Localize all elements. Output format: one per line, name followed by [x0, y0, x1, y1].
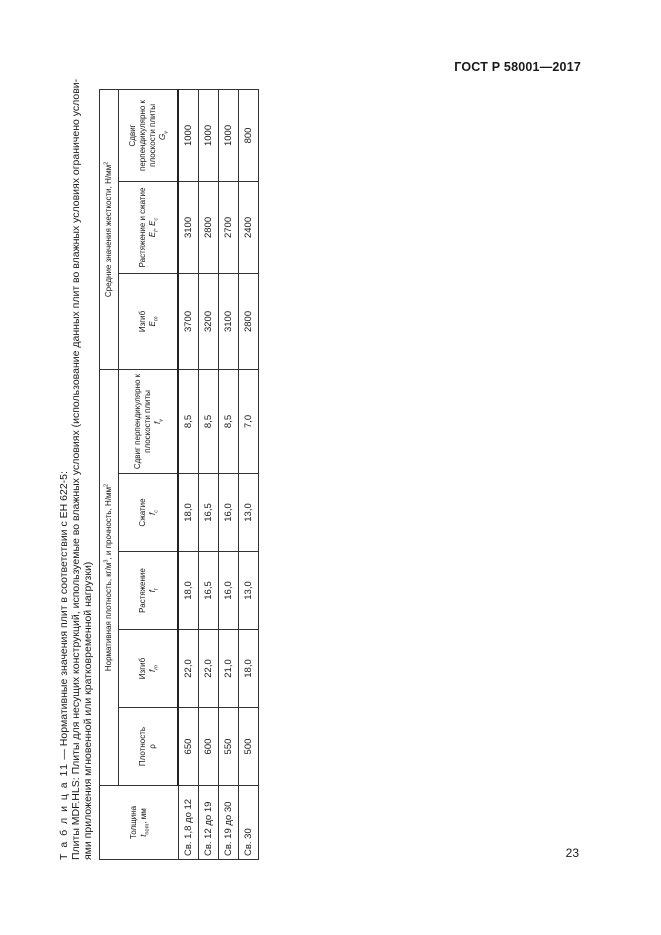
- header-tension: Растяжение $f_t$: [119, 552, 179, 630]
- table-body: [178, 89, 259, 859]
- header-mod-shear: Сдвиг перпендикулярно к плоскости плиты $G_v$: [119, 89, 179, 181]
- header-mod-bending: Изгиб $E_m$: [119, 273, 179, 369]
- table-cell: 8,5: [199, 369, 219, 473]
- table-cell: 2800: [199, 181, 219, 273]
- table-cell: 650: [178, 708, 199, 786]
- table-cell: 600: [199, 708, 219, 786]
- row-thickness-cell: Св. 12 до 19: [199, 786, 219, 860]
- table-row: [219, 89, 239, 859]
- document-id: ГОСТ Р 58001—2017: [454, 60, 581, 74]
- header-bending: Изгиб $f_m$: [119, 630, 179, 708]
- header-group-strength: Нормативная плотность, $кг/м^3$, и прочность, $Н/мм^2$: [100, 369, 119, 785]
- table-cell: 1000: [219, 89, 239, 181]
- table-cell: 3100: [178, 181, 199, 273]
- page-number: 23: [565, 846, 579, 860]
- table-cell: 500: [239, 708, 259, 786]
- table-cell: 16,0: [219, 552, 239, 630]
- table-cell: 3100: [219, 273, 239, 369]
- header-mod-tension: Растяжение и сжатие $E_t$, $E_c$: [119, 181, 179, 273]
- header-compression: Сжатие $f_c$: [119, 474, 179, 552]
- table-cell: 21,0: [219, 630, 239, 708]
- row-thickness-cell: Св. 30: [239, 786, 259, 860]
- table-cell: 13,0: [239, 474, 259, 552]
- header-group-stiffness: Средние значения жесткости, $Н/мм^2$: [100, 89, 119, 369]
- table-row: [178, 89, 199, 859]
- header-thickness: Толщина $t_{nom}$, мм: [100, 786, 179, 860]
- table-cell: 22,0: [199, 630, 219, 708]
- table-cell: 7,0: [239, 369, 259, 473]
- caption-line-2: Плиты MDF.HLS: Плиты для несущих конструкций, используемые во влажных условиях (использование данных плит во влажных условиях ограничено услови-: [70, 78, 82, 860]
- table-cell: 16,5: [199, 552, 219, 630]
- table-cell: 8,5: [178, 369, 199, 473]
- table-cell: 13,0: [239, 552, 259, 630]
- table-row: [199, 89, 219, 859]
- table-cell: 3200: [199, 273, 219, 369]
- table-cell: 550: [219, 708, 239, 786]
- table-cell: 800: [239, 89, 259, 181]
- data-table: [99, 89, 259, 860]
- table-cell: 16,5: [199, 474, 219, 552]
- table-caption: [58, 78, 94, 860]
- caption-text: — Нормативные значения плит в соответствии с ЕН 622-5:: [58, 471, 70, 763]
- table-cell: 18,0: [178, 552, 199, 630]
- table-cell: 16,0: [219, 474, 239, 552]
- header-shear: Сдвиг перпендикулярно к плоскости плиты $f_v$: [119, 369, 179, 473]
- table-cell: 2700: [219, 181, 239, 273]
- table-cell: 2400: [239, 181, 259, 273]
- row-thickness-cell: Св. 1,8 до 12: [178, 786, 199, 860]
- table-cell: 3700: [178, 273, 199, 369]
- table-cell: 18,0: [178, 474, 199, 552]
- table-cell: 8,5: [219, 369, 239, 473]
- table-row: [239, 89, 259, 859]
- caption-prefix: Т а б л и ц а 11: [58, 762, 70, 860]
- table-cell: 2800: [239, 273, 259, 369]
- table-cell: 1000: [178, 89, 199, 181]
- table-cell: 22,0: [178, 630, 199, 708]
- row-thickness-cell: Св. 19 до 30: [219, 786, 239, 860]
- rotated-table-block: [58, 78, 254, 860]
- table-cell: 18,0: [239, 630, 259, 708]
- header-density: Плотность ρ: [119, 708, 179, 786]
- table-cell: 1000: [199, 89, 219, 181]
- caption-line-3: ями приложения мгновенной или кратковременной нагрузки): [82, 561, 94, 860]
